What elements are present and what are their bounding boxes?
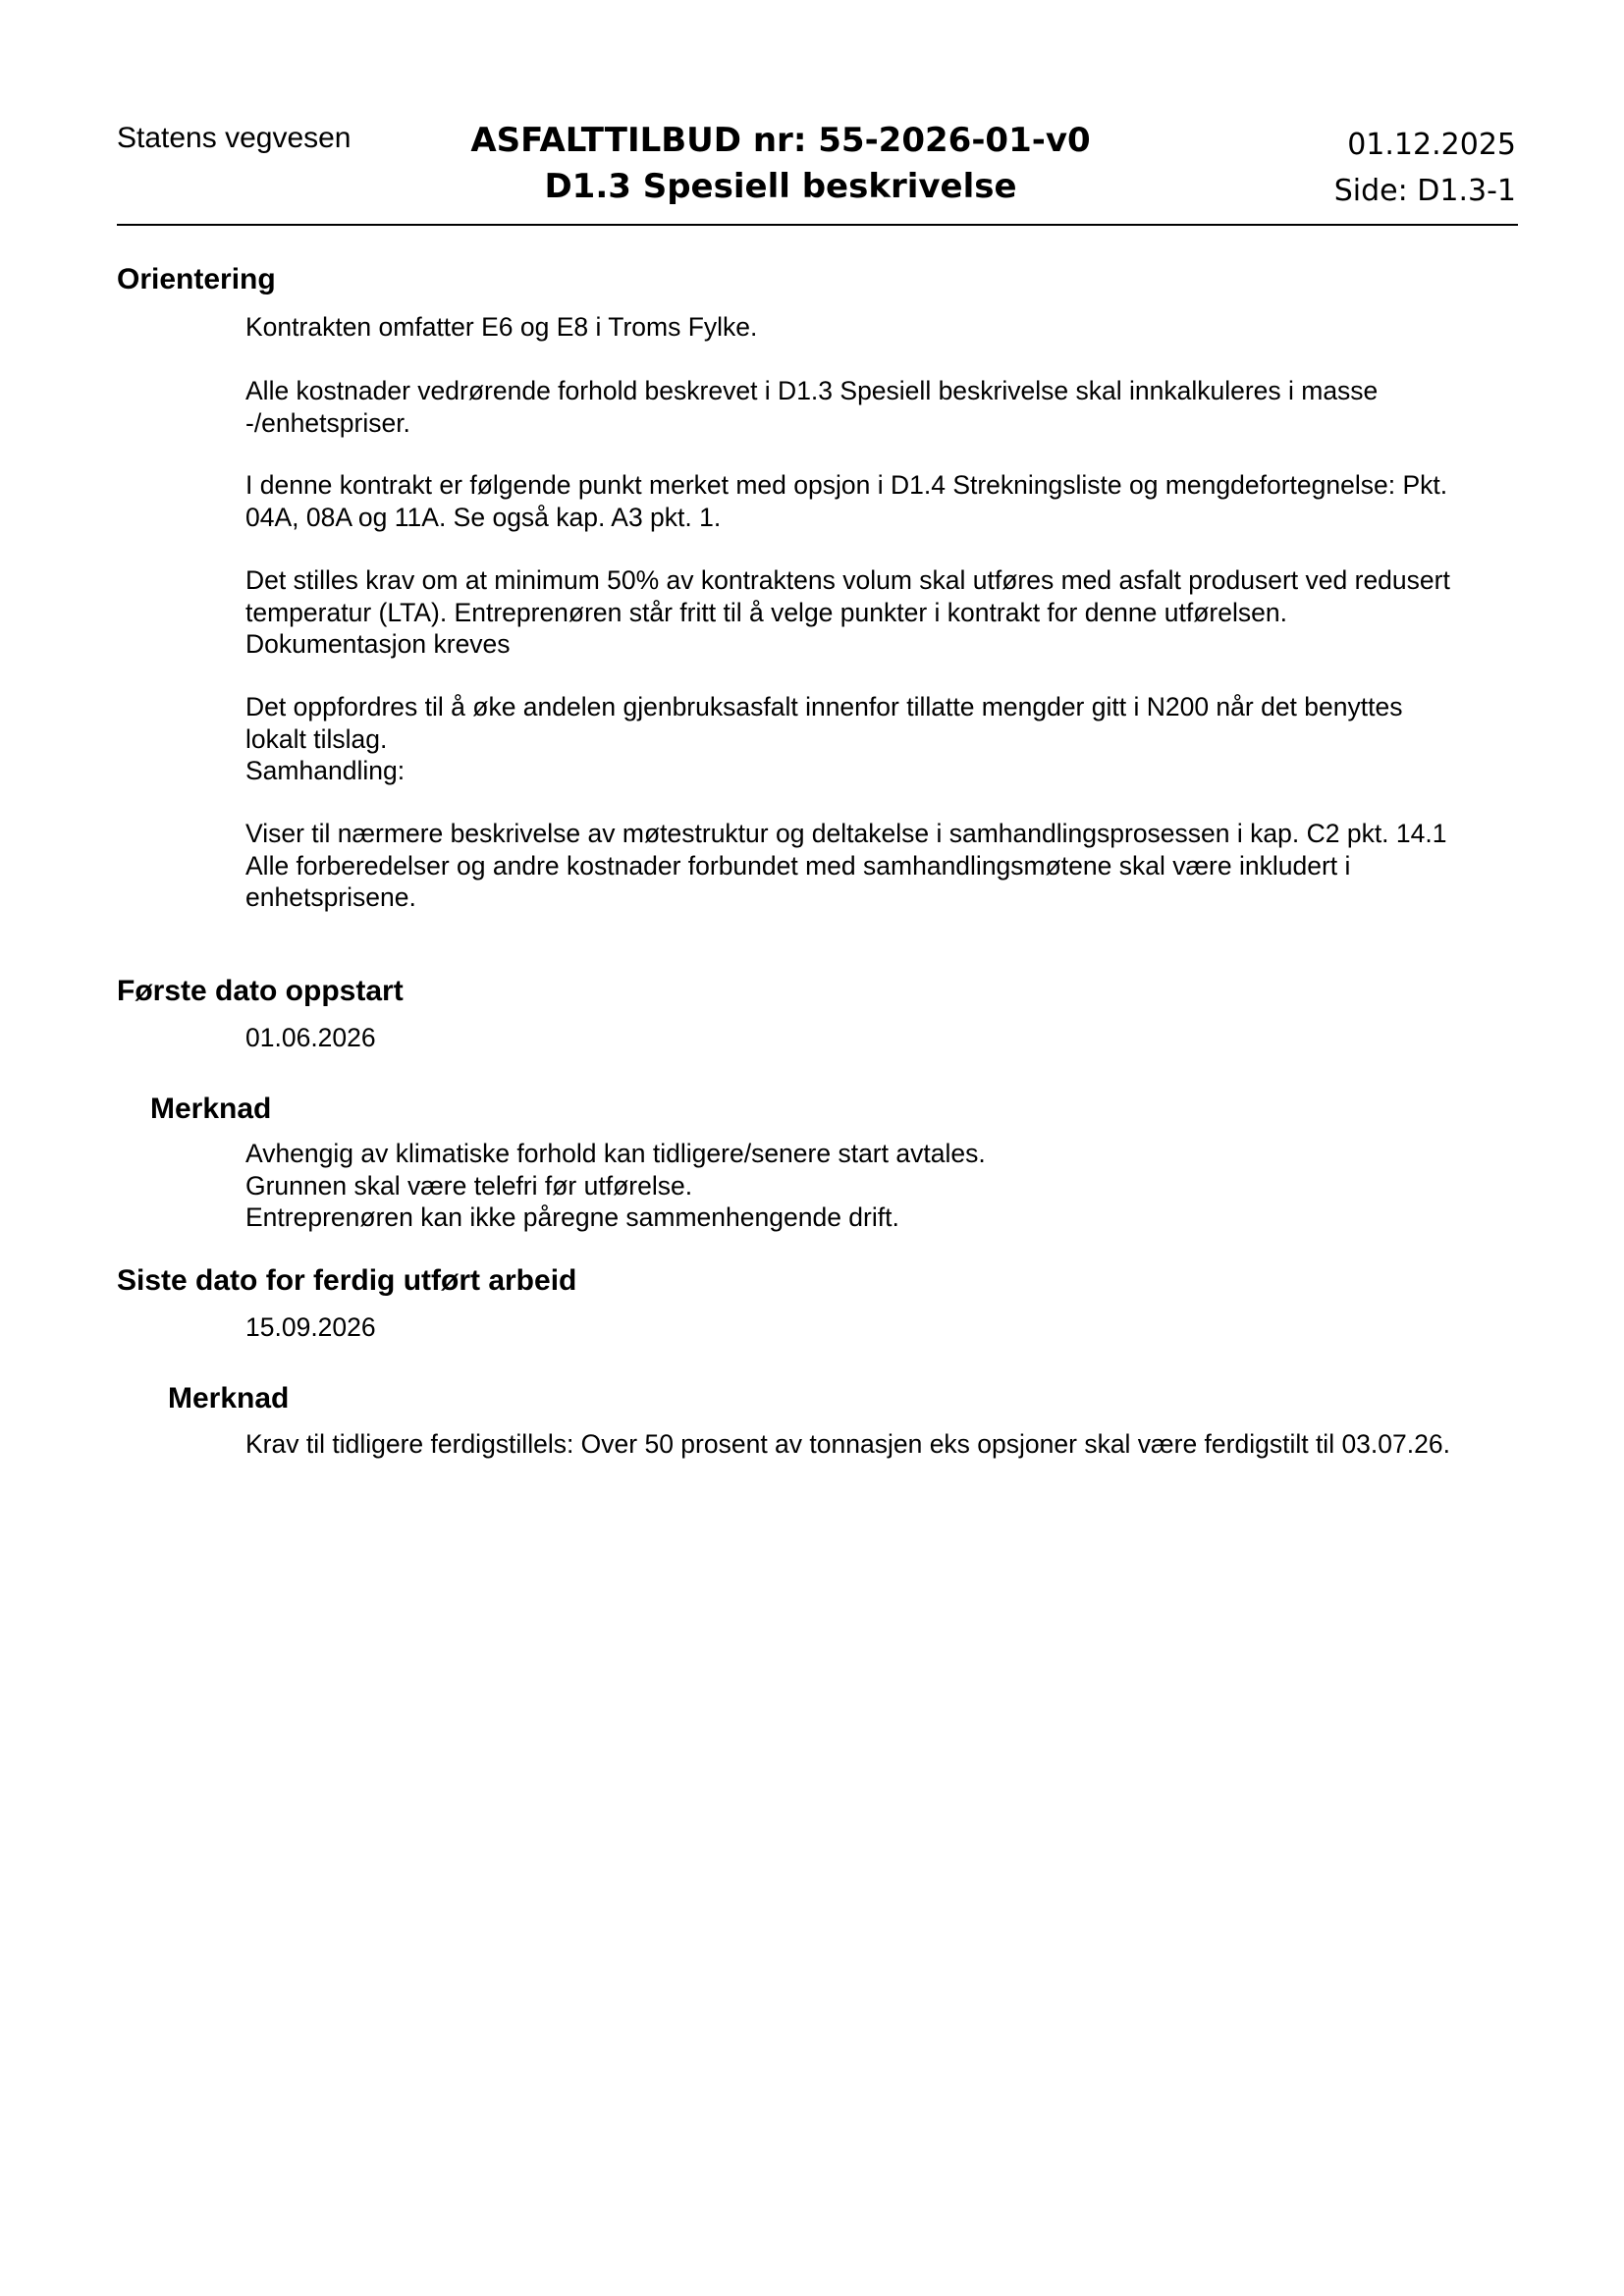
section-heading: Siste dato for ferdig utført arbeid [117, 1264, 577, 1297]
merknad-heading: Merknad [168, 1382, 290, 1415]
header-meta [1334, 122, 1516, 214]
paragraph: Det oppfordres til å øke andelen gjenbruksasfalt innenfor tillatte mengder gitt i N200 når det benyttes lokalt tilslag. Samhandling: [245, 692, 1403, 785]
section-heading: Orientering [117, 263, 276, 295]
start-date: 01.06.2026 [245, 1023, 376, 1052]
header-divider [117, 224, 1518, 226]
paragraph: Alle kostnader vedrørende forhold beskrevet i D1.3 Spesiell beskrivelse skal innkalkuleres i masse -/enhetspriser. [245, 376, 1379, 438]
organization-name: Statens vegvesen [117, 122, 352, 154]
merknad-heading: Merknad [150, 1093, 272, 1125]
paragraph: I denne kontrakt er følgende punkt merket med opsjon i D1.4 Strekningsliste og mengdefortegnelse: Pkt. 04A, 08A og 11A. Se også kap. A3 pkt. 1. [245, 470, 1448, 532]
title-line-2: D1.3 Spesiell beskrivelse [544, 167, 1017, 206]
document-title [393, 118, 1168, 210]
document-date: 01.12.2025 [1347, 128, 1516, 162]
page-number: Side: D1.3-1 [1333, 174, 1516, 208]
end-date: 15.09.2026 [245, 1312, 376, 1342]
merknad-text: Avhengig av klimatiske forhold kan tidligere/senere start avtales. Grunnen skal være telefri før utførelse. Entreprenøren kan ikke påregne sammenhengende drift. [245, 1139, 986, 1232]
paragraph: Det stilles krav om at minimum 50% av kontraktens volum skal utføres med asfalt produsert ved redusert temperatur (LTA). Entreprenøren står fritt til å velge punkter i kontrakt for denne utførelsen. Dokumentasjon kreves [245, 565, 1450, 659]
merknad-text: Krav til tidligere ferdigstillels: Over 50 prosent av tonnasjen eks opsjoner skal være ferdigstilt til 03.07.26. [245, 1429, 1450, 1459]
title-line-1: ASFALTTILBUD nr: 55-2026-01-v0 [470, 121, 1091, 160]
section-heading: Første dato oppstart [117, 975, 404, 1007]
paragraph: Kontrakten omfatter E6 og E8 i Troms Fylke. [245, 312, 758, 342]
paragraph: Viser til nærmere beskrivelse av møtestruktur og deltakelse i samhandlingsprosessen i kap. C2 pkt. 14.1 Alle forberedelser og andre kostnader forbundet med samhandlingsmøtene skal være inkludert i enhetsprisene. [245, 819, 1447, 912]
